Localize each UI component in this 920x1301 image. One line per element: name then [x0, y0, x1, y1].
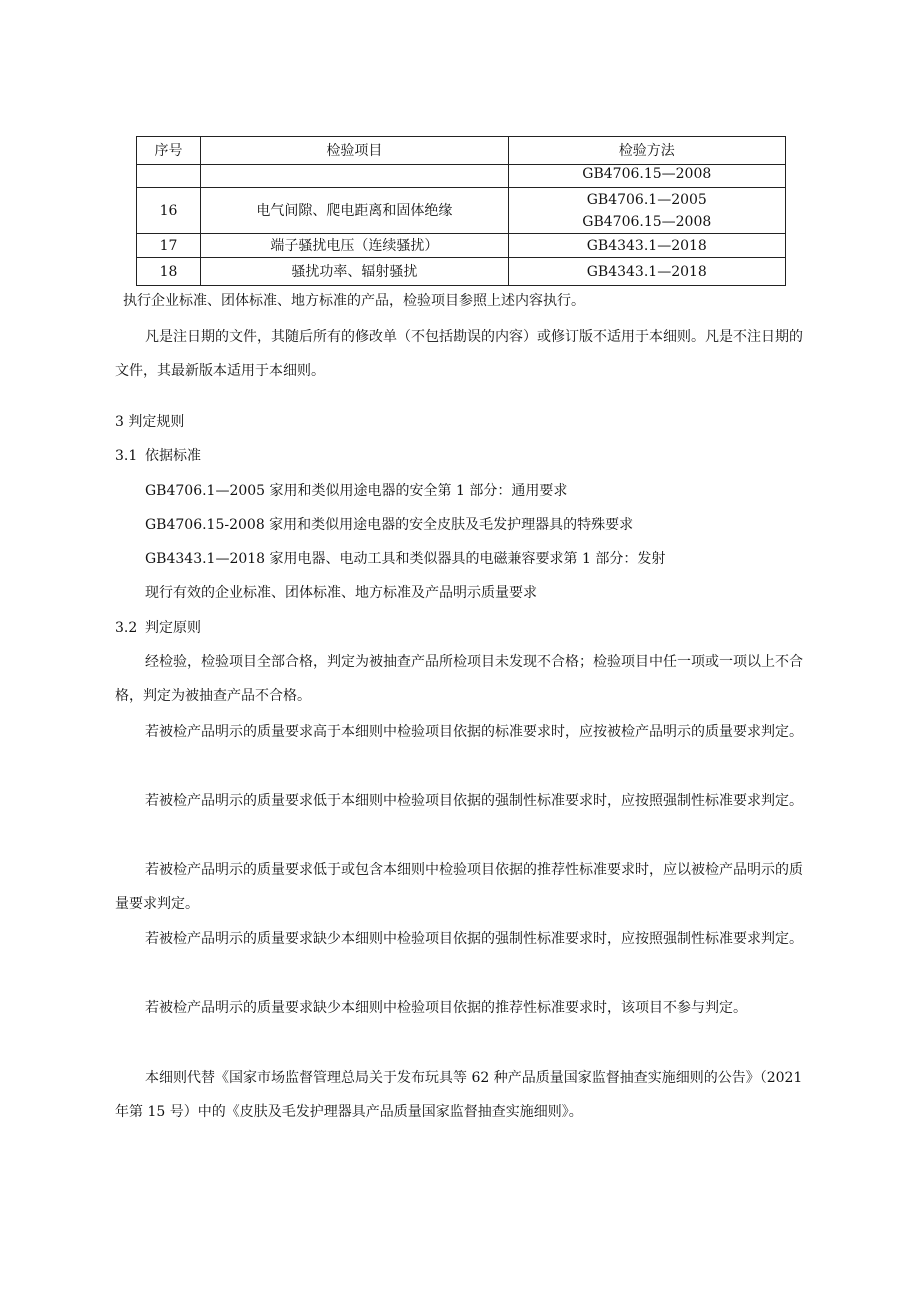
table-row: [137, 258, 786, 286]
replacement-statement: 本细则代替《国家市场监督管理总局关于发布玩具等 62 种产品质量国家监督抽查实施细则的公告》（2021 年第 15 号）中的《皮肤及毛发护理器具产品质量国家监督抽查实施细则》。: [115, 1070, 803, 1120]
header-no: 序号: [137, 137, 201, 165]
row-method: [508, 188, 785, 234]
method-line: GB4706.15—2008: [582, 213, 712, 230]
row-item: 端子骚扰电压（连续骚扰）: [201, 234, 508, 258]
row-no: 18: [137, 258, 201, 286]
row-method: GB4343.1—2018: [508, 258, 785, 286]
row-method: GB4706.15—2008: [508, 165, 785, 188]
section-3-2-heading: [115, 618, 201, 638]
row-method: GB4343.1—2018: [508, 234, 785, 258]
section-number: 3.2: [115, 620, 138, 636]
standard-item: GB4706.1—2005 家用和类似用途电器的安全第 1 部分：通用要求: [145, 483, 568, 499]
section-3-title: 3 判定规则: [115, 414, 185, 430]
table-header-row: [137, 137, 786, 165]
header-method: 检验方法: [508, 137, 785, 165]
row-item: [201, 165, 508, 188]
judgement-paragraph: 若被检产品明示的质量要求低于或包含本细则中检验项目依据的推荐性标准要求时，应以被检产品明示的质量要求判定。: [115, 862, 803, 912]
standard-item: 现行有效的企业标准、团体标准、地方标准及产品明示质量要求: [145, 585, 537, 601]
judgement-paragraph: 若被检产品明示的质量要求缺少本细则中检验项目依据的推荐性标准要求时，该项目不参与判定。: [145, 1000, 747, 1016]
judgement-paragraph: 若被检产品明示的质量要求缺少本细则中检验项目依据的强制性标准要求时，应按照强制性标准要求判定。: [145, 931, 803, 947]
row-no: [137, 165, 201, 188]
table-row: [137, 234, 786, 258]
section-title: 依据标准: [145, 448, 201, 464]
row-item: 电气间隙、爬电距离和固体绝缘: [201, 188, 508, 234]
judgement-paragraph: 经检验，检验项目全部合格，判定为被抽查产品所检项目未发现不合格；检验项目中任一项或一项以上不合格，判定为被抽查产品不合格。: [115, 654, 803, 704]
section-number: 3.1: [115, 448, 138, 464]
method-line: GB4706.1—2005: [586, 191, 707, 208]
row-no: 16: [137, 188, 201, 234]
section-title: 判定原则: [145, 620, 201, 636]
judgement-paragraph: 若被检产品明示的质量要求高于本细则中检验项目依据的标准要求时，应按被检产品明示的质量要求判定。: [145, 724, 803, 740]
header-item: 检验项目: [201, 137, 508, 165]
table-row: [137, 165, 786, 188]
note-dated: 凡是注日期的文件，其随后所有的修改单（不包括勘误的内容）或修订版不适用于本细则。凡是不注日期的文件，其最新版本适用于本细则。: [115, 329, 803, 379]
judgement-paragraph: 若被检产品明示的质量要求低于本细则中检验项目依据的强制性标准要求时，应按照强制性标准要求判定。: [145, 793, 803, 809]
standard-item: GB4706.15-2008 家用和类似用途电器的安全皮肤及毛发护理器具的特殊要求: [145, 517, 634, 533]
section-3-1-heading: [115, 446, 201, 466]
row-item: 骚扰功率、辐射骚扰: [201, 258, 508, 286]
table-row: [137, 188, 786, 234]
inspection-table: [136, 136, 786, 286]
row-no: 17: [137, 234, 201, 258]
standard-item: GB4343.1—2018 家用电器、电动工具和类似器具的电磁兼容要求第 1 部分：发射: [145, 551, 666, 567]
note-enterprise: 执行企业标准、团体标准、地方标准的产品，检验项目参照上述内容执行。: [123, 293, 585, 309]
